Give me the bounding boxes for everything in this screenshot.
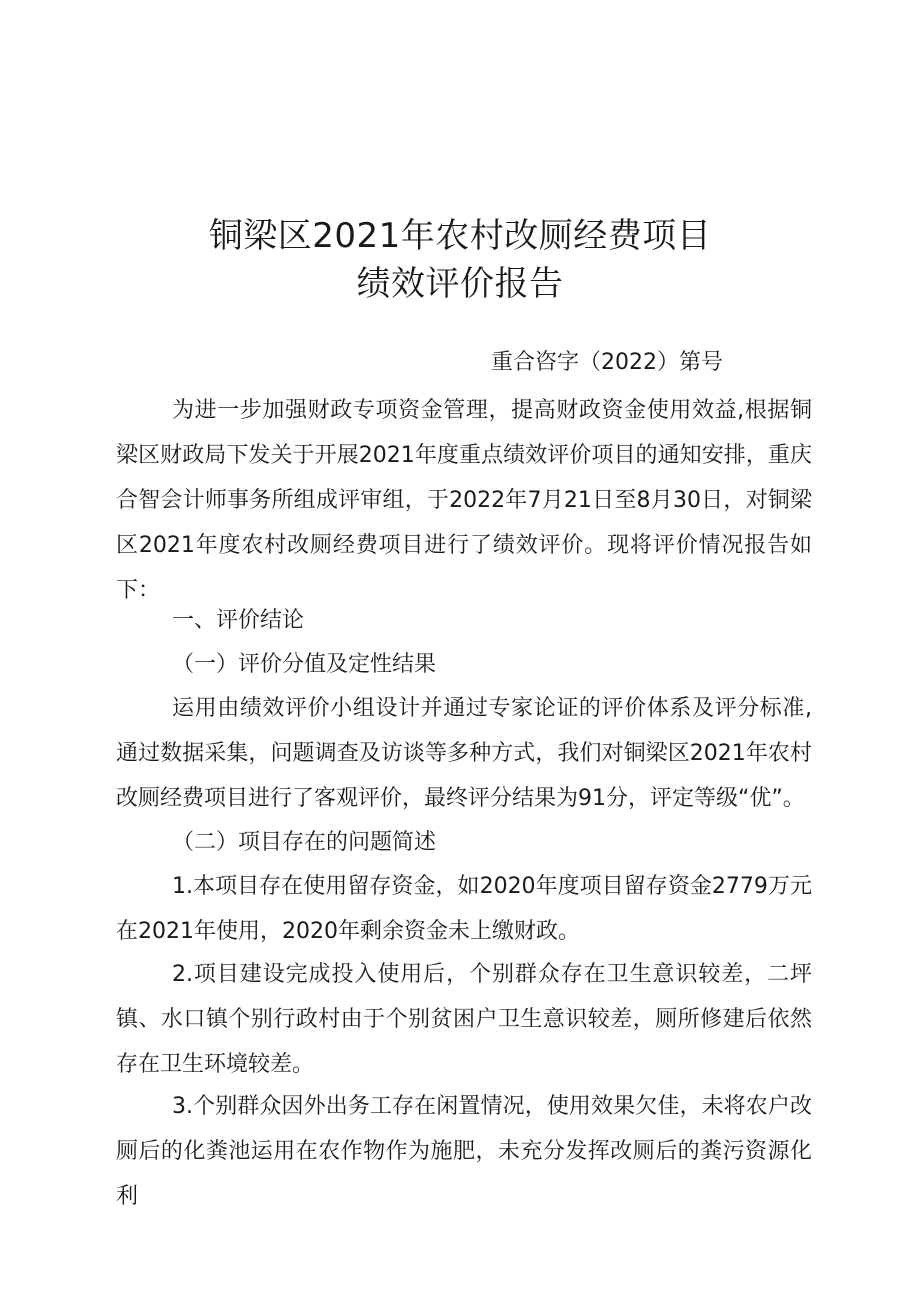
problem-item-2: 2.项目建设完成投入使用后，个别群众存在卫生意识较差，二坪镇、水口镇个别行政村由于个别贫困户卫生意识较差，厕所修建后依然存在卫生环境较差。	[116, 962, 812, 1077]
intro-paragraph: 为进一步加强财政专项资金管理，提高财政资金使用效益,根据铜梁区财政局下发关于开展2021年度重点绩效评价项目的通知安排，重庆合智会计师事务所组成评审组，于2022年7月21日至8月30日，对铜梁区2021年度农村改厕经费项目进行了绩效评价。现将评价情况报告如下：	[116, 398, 812, 603]
report-title-line-1: 铜梁区2021年农村改厕经费项目	[208, 216, 712, 256]
section-heading-evaluation-conclusion: 一、评价结论	[172, 608, 305, 633]
problem-item-1: 1.本项目存在使用留存资金，如2020年度项目留存资金2779万元在2021年使用，2020年剩余资金未上缴财政。	[116, 874, 812, 944]
problem-item-3: 3.个别群众因外出务工存在闲置情况，使用效果欠佳，未将农户改厕后的化粪池运用在农作物作为施肥，未充分发挥改厕后的粪污资源化利	[116, 1094, 812, 1209]
subsection-heading-score-result: （一）评价分值及定性结果	[172, 652, 437, 677]
report-title-line-2: 绩效评价报告	[356, 264, 564, 304]
document-number: 重合咨字（2022）第号	[491, 350, 723, 375]
score-result-paragraph: 运用由绩效评价小组设计并通过专家论证的评价体系及评分标准,通过数据采集，问题调查及访谈等多种方式，我们对铜梁区2021年农村改厕经费项目进行了客观评价，最终评分结果为91分，评定等级“优”。	[116, 696, 812, 811]
subsection-heading-problems: （二）项目存在的问题简述	[172, 830, 437, 855]
